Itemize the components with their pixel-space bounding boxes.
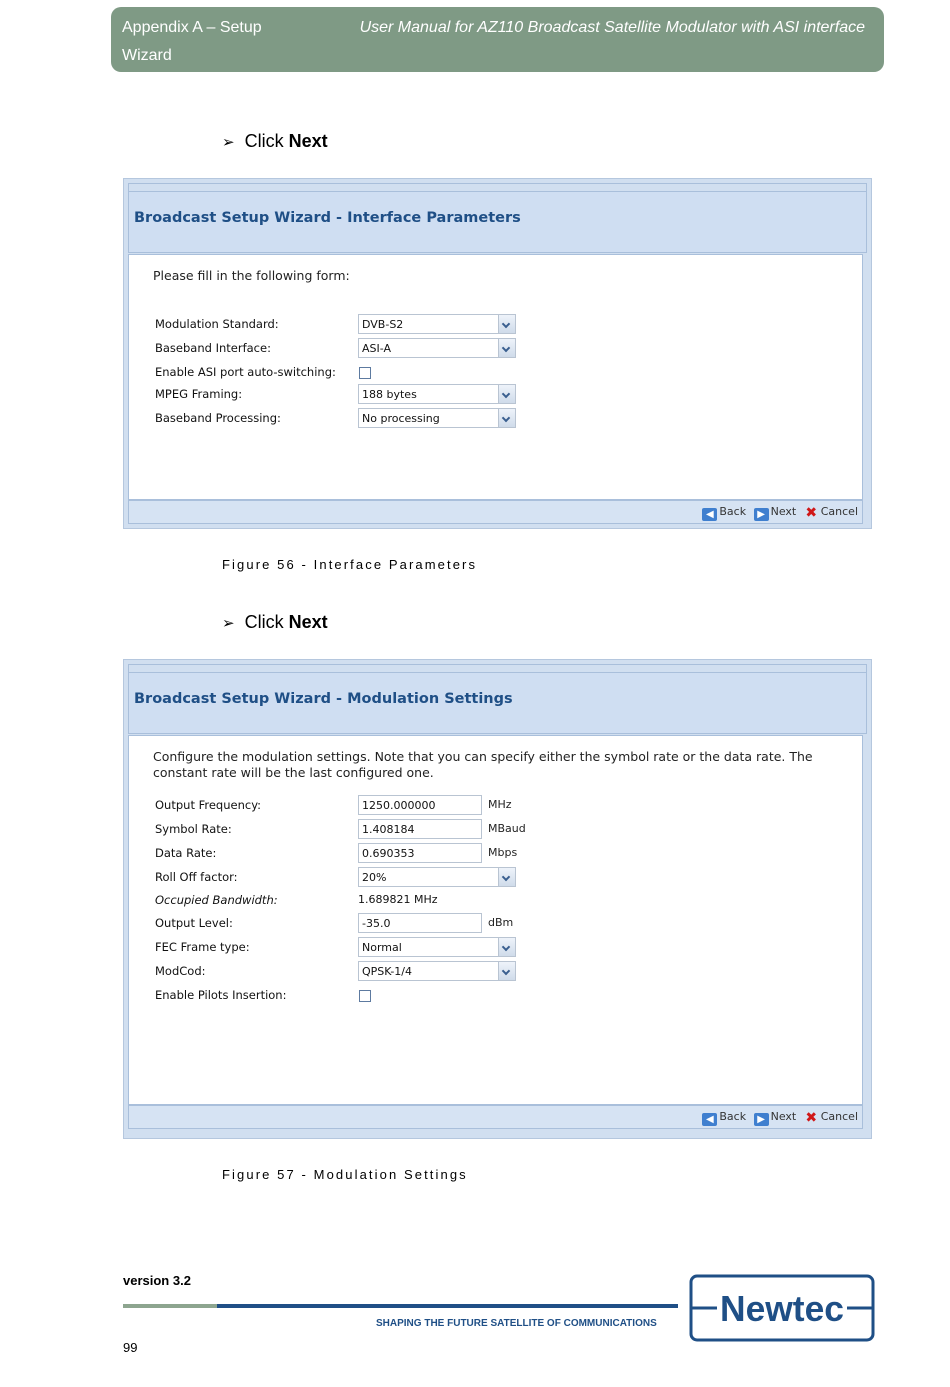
modulation-standard-select[interactable]: DVB-S2 bbox=[358, 314, 516, 334]
unit-label: Mbps bbox=[488, 846, 518, 859]
step-action: Next bbox=[288, 131, 328, 151]
field-label: Data Rate: bbox=[155, 846, 217, 860]
field-label: Roll Off factor: bbox=[155, 870, 238, 884]
field-label: Modulation Standard: bbox=[155, 317, 279, 331]
newtec-logo bbox=[689, 1274, 875, 1342]
field-label: Symbol Rate: bbox=[155, 822, 232, 836]
cancel-button[interactable]: ✖ Cancel bbox=[805, 505, 858, 521]
pilots-insertion-checkbox[interactable] bbox=[359, 990, 371, 1002]
wizard-titlebar bbox=[128, 191, 867, 253]
cancel-x-icon: ✖ bbox=[805, 1110, 818, 1126]
output-frequency-input[interactable]: 1250.000000 bbox=[358, 795, 482, 815]
chevron-down-icon[interactable] bbox=[498, 385, 515, 403]
mpeg-framing-select[interactable]: 188 bytes bbox=[358, 384, 516, 404]
step-instruction: ➢ Click Next bbox=[222, 131, 328, 151]
back-button[interactable]: ◀ Back bbox=[702, 1109, 746, 1126]
wizard-body bbox=[128, 254, 863, 500]
next-arrow-icon: ▶ bbox=[754, 508, 769, 521]
company-tagline: SHAPING THE FUTURE SATELLITE OF COMMUNICATIONS bbox=[376, 1318, 657, 1329]
unit-label: MBaud bbox=[488, 822, 526, 835]
unit-label: MHz bbox=[488, 798, 512, 811]
wizard-titlebar bbox=[128, 672, 867, 734]
figure-caption: Figure 56 - Interface Parameters bbox=[222, 557, 478, 572]
cancel-button[interactable]: ✖ Cancel bbox=[805, 1110, 858, 1126]
manual-title: User Manual for AZ110 Broadcast Satellite Modulator with ASI interface bbox=[359, 19, 865, 36]
chevron-down-icon[interactable] bbox=[498, 339, 515, 357]
field-label: MPEG Framing: bbox=[155, 387, 243, 401]
wizard-nav-buttons bbox=[698, 504, 858, 520]
page-number: 99 bbox=[123, 1340, 138, 1355]
section-title: Appendix A – Setup Wizard bbox=[122, 19, 262, 64]
field-label: Output Frequency: bbox=[155, 798, 262, 812]
step-action: Next bbox=[288, 612, 328, 632]
asi-auto-switching-checkbox[interactable] bbox=[359, 367, 371, 379]
wizard-footer bbox=[128, 500, 863, 524]
svg-text:Newtec: Newtec bbox=[720, 1288, 844, 1329]
field-label: ModCod: bbox=[155, 964, 206, 978]
wizard-interface-parameters bbox=[123, 178, 872, 529]
figure-caption: Figure 57 - Modulation Settings bbox=[222, 1167, 468, 1182]
fec-frame-type-select[interactable]: Normal bbox=[358, 937, 516, 957]
field-label: Baseband Processing: bbox=[155, 411, 281, 425]
cancel-x-icon: ✖ bbox=[805, 505, 818, 521]
footer-rule bbox=[123, 1304, 217, 1308]
page-header bbox=[111, 7, 884, 72]
output-level-input[interactable]: -35.0 bbox=[358, 913, 482, 933]
document-version: version 3.2 bbox=[123, 1273, 191, 1288]
back-button[interactable]: ◀ Back bbox=[702, 504, 746, 521]
wizard-footer bbox=[128, 1105, 863, 1129]
field-label: Enable ASI port auto-switching: bbox=[155, 365, 336, 379]
chevron-down-icon[interactable] bbox=[498, 938, 515, 956]
roll-off-select[interactable]: 20% bbox=[358, 867, 516, 887]
field-label: Occupied Bandwidth: bbox=[155, 893, 278, 907]
wizard-title: Broadcast Setup Wizard - Interface Parameters bbox=[134, 210, 521, 226]
back-arrow-icon: ◀ bbox=[702, 508, 717, 521]
wizard-body bbox=[128, 735, 863, 1105]
occupied-bandwidth-value: 1.689821 MHz bbox=[358, 893, 438, 906]
unit-label: dBm bbox=[488, 916, 514, 929]
symbol-rate-input[interactable]: 1.408184 bbox=[358, 819, 482, 839]
chevron-down-icon[interactable] bbox=[498, 962, 515, 980]
chevron-down-icon[interactable] bbox=[498, 409, 515, 427]
wizard-nav-buttons bbox=[698, 1109, 858, 1125]
baseband-interface-select[interactable]: ASI-A bbox=[358, 338, 516, 358]
field-label: FEC Frame type: bbox=[155, 940, 250, 954]
chevron-down-icon[interactable] bbox=[498, 315, 515, 333]
wizard-title: Broadcast Setup Wizard - Modulation Settings bbox=[134, 691, 513, 707]
back-arrow-icon: ◀ bbox=[702, 1113, 717, 1126]
baseband-processing-select[interactable]: No processing bbox=[358, 408, 516, 428]
field-label: Output Level: bbox=[155, 916, 233, 930]
next-button[interactable]: ▶ Next bbox=[754, 1109, 797, 1126]
wizard-intro: Please fill in the following form: bbox=[153, 268, 350, 283]
field-label: Enable Pilots Insertion: bbox=[155, 988, 287, 1002]
chevron-down-icon[interactable] bbox=[498, 868, 515, 886]
footer-rule bbox=[217, 1304, 678, 1308]
arrow-bullet-icon: ➢ bbox=[222, 615, 235, 632]
field-label: Baseband Interface: bbox=[155, 341, 271, 355]
next-arrow-icon: ▶ bbox=[754, 1113, 769, 1126]
step-instruction: ➢ Click Next bbox=[222, 612, 328, 632]
wizard-modulation-settings bbox=[123, 659, 872, 1139]
next-button[interactable]: ▶ Next bbox=[754, 504, 797, 521]
wizard-intro: Configure the modulation settings. Note that you can specify either the symbol rate or the data rate. The constant rate will be the last configured one. bbox=[153, 749, 813, 780]
data-rate-input[interactable]: 0.690353 bbox=[358, 843, 482, 863]
modcod-select[interactable]: QPSK-1/4 bbox=[358, 961, 516, 981]
arrow-bullet-icon: ➢ bbox=[222, 134, 235, 151]
